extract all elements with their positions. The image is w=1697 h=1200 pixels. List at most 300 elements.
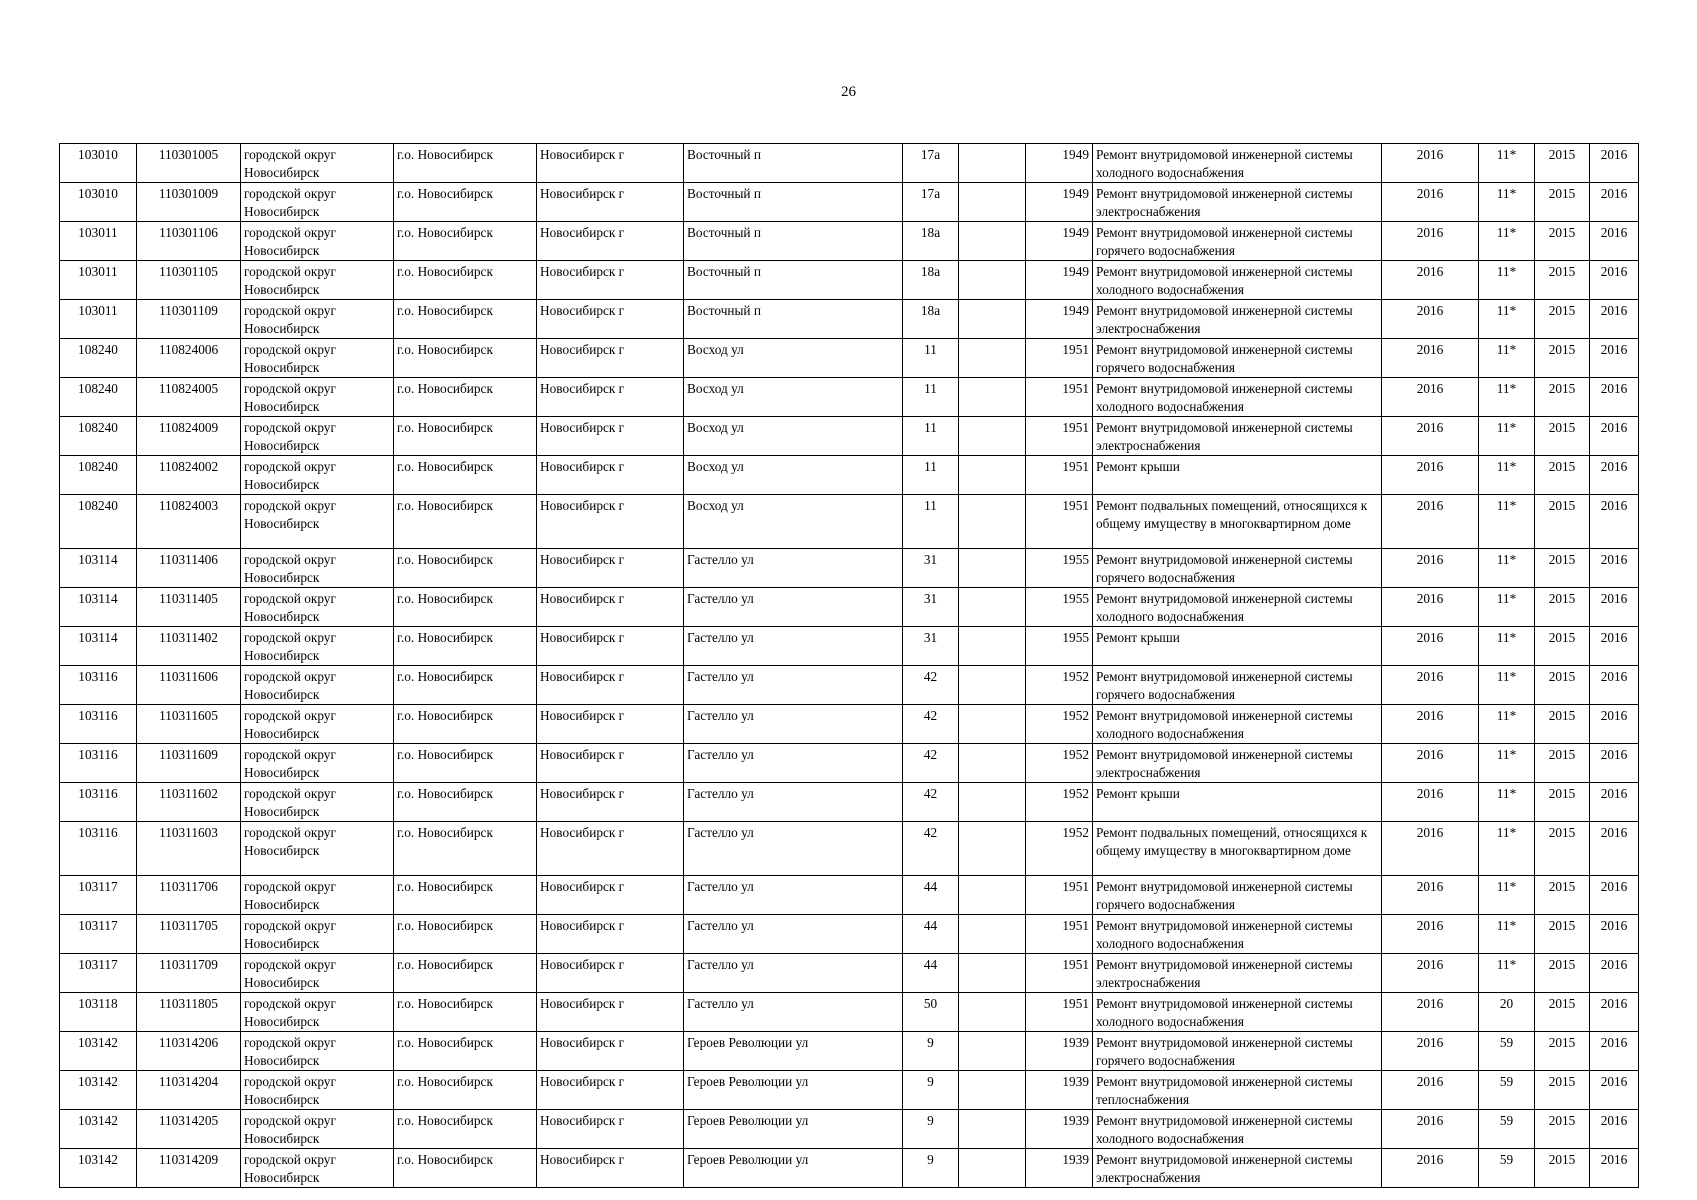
column-13-cell: 2016 bbox=[1590, 588, 1639, 627]
work-type-cell: Ремонт внутридомовой инженерной системы электроснабжения bbox=[1093, 1149, 1382, 1188]
column-13-cell: 2016 bbox=[1590, 144, 1639, 183]
street-cell: Гастелло ул bbox=[684, 705, 903, 744]
street-cell: Героев Революции ул bbox=[684, 1110, 903, 1149]
column-11-cell: 11* bbox=[1479, 300, 1535, 339]
plan-year-cell: 2016 bbox=[1382, 627, 1479, 666]
column-11-cell: 11* bbox=[1479, 261, 1535, 300]
column-11-cell: 11* bbox=[1479, 627, 1535, 666]
okrug-cell: городской округ Новосибирск bbox=[241, 627, 394, 666]
column-11-cell: 11* bbox=[1479, 495, 1535, 549]
work-type-cell: Ремонт подвальных помещений, относящихся к общему имуществу в многоквартирном доме bbox=[1093, 822, 1382, 876]
building-cell bbox=[959, 456, 1026, 495]
build-year-cell: 1955 bbox=[1026, 588, 1093, 627]
column-12-cell: 2015 bbox=[1535, 144, 1590, 183]
column-11-cell: 59 bbox=[1479, 1110, 1535, 1149]
street-cell: Гастелло ул bbox=[684, 666, 903, 705]
build-year-cell: 1955 bbox=[1026, 627, 1093, 666]
work-type-cell: Ремонт внутридомовой инженерной системы электроснабжения bbox=[1093, 183, 1382, 222]
house-number-cell: 11 bbox=[903, 417, 959, 456]
column-11-cell: 11* bbox=[1479, 876, 1535, 915]
table-row bbox=[60, 822, 1639, 876]
plan-year-cell: 2016 bbox=[1382, 915, 1479, 954]
work-code-cell: 110311805 bbox=[137, 993, 241, 1032]
city-cell: Новосибирск г bbox=[537, 876, 684, 915]
column-11-cell: 59 bbox=[1479, 1032, 1535, 1071]
work-type-cell: Ремонт внутридомовой инженерной системы электроснабжения bbox=[1093, 744, 1382, 783]
plan-year-cell: 2016 bbox=[1382, 495, 1479, 549]
house-id-cell: 103142 bbox=[60, 1149, 137, 1188]
work-code-cell: 110311706 bbox=[137, 876, 241, 915]
column-13-cell: 2016 bbox=[1590, 627, 1639, 666]
column-12-cell: 2015 bbox=[1535, 222, 1590, 261]
okrug-cell: городской округ Новосибирск bbox=[241, 783, 394, 822]
house-number-cell: 44 bbox=[903, 915, 959, 954]
build-year-cell: 1952 bbox=[1026, 705, 1093, 744]
column-12-cell: 2015 bbox=[1535, 1149, 1590, 1188]
street-cell: Гастелло ул bbox=[684, 822, 903, 876]
city-cell: Новосибирск г bbox=[537, 549, 684, 588]
municipality-cell: г.о. Новосибирск bbox=[394, 417, 537, 456]
okrug-cell: городской округ Новосибирск bbox=[241, 915, 394, 954]
table-row bbox=[60, 1032, 1639, 1071]
column-13-cell: 2016 bbox=[1590, 339, 1639, 378]
okrug-cell: городской округ Новосибирск bbox=[241, 144, 394, 183]
column-13-cell: 2016 bbox=[1590, 456, 1639, 495]
work-code-cell: 110314205 bbox=[137, 1110, 241, 1149]
column-13-cell: 2016 bbox=[1590, 183, 1639, 222]
okrug-cell: городской округ Новосибирск bbox=[241, 1071, 394, 1110]
column-11-cell: 11* bbox=[1479, 378, 1535, 417]
column-12-cell: 2015 bbox=[1535, 1071, 1590, 1110]
work-code-cell: 110311705 bbox=[137, 915, 241, 954]
plan-year-cell: 2016 bbox=[1382, 1032, 1479, 1071]
house-id-cell: 103010 bbox=[60, 183, 137, 222]
city-cell: Новосибирск г bbox=[537, 417, 684, 456]
okrug-cell: городской округ Новосибирск bbox=[241, 339, 394, 378]
house-number-cell: 18а bbox=[903, 261, 959, 300]
table-row bbox=[60, 456, 1639, 495]
municipality-cell: г.о. Новосибирск bbox=[394, 705, 537, 744]
house-id-cell: 103117 bbox=[60, 954, 137, 993]
work-code-cell: 110314204 bbox=[137, 1071, 241, 1110]
plan-year-cell: 2016 bbox=[1382, 183, 1479, 222]
column-11-cell: 11* bbox=[1479, 588, 1535, 627]
building-cell bbox=[959, 822, 1026, 876]
municipality-cell: г.о. Новосибирск bbox=[394, 783, 537, 822]
column-11-cell: 11* bbox=[1479, 705, 1535, 744]
plan-year-cell: 2016 bbox=[1382, 144, 1479, 183]
work-code-cell: 110314206 bbox=[137, 1032, 241, 1071]
building-cell bbox=[959, 588, 1026, 627]
build-year-cell: 1951 bbox=[1026, 417, 1093, 456]
city-cell: Новосибирск г bbox=[537, 822, 684, 876]
work-code-cell: 110301005 bbox=[137, 144, 241, 183]
municipality-cell: г.о. Новосибирск bbox=[394, 1149, 537, 1188]
column-11-cell: 11* bbox=[1479, 744, 1535, 783]
street-cell: Восточный п bbox=[684, 300, 903, 339]
column-13-cell: 2016 bbox=[1590, 915, 1639, 954]
build-year-cell: 1951 bbox=[1026, 456, 1093, 495]
work-type-cell: Ремонт внутридомовой инженерной системы горячего водоснабжения bbox=[1093, 549, 1382, 588]
plan-year-cell: 2016 bbox=[1382, 876, 1479, 915]
plan-year-cell: 2016 bbox=[1382, 456, 1479, 495]
column-11-cell: 59 bbox=[1479, 1071, 1535, 1110]
house-id-cell: 108240 bbox=[60, 495, 137, 549]
municipality-cell: г.о. Новосибирск bbox=[394, 183, 537, 222]
city-cell: Новосибирск г bbox=[537, 261, 684, 300]
house-number-cell: 11 bbox=[903, 339, 959, 378]
work-code-cell: 110301009 bbox=[137, 183, 241, 222]
work-type-cell: Ремонт внутридомовой инженерной системы холодного водоснабжения bbox=[1093, 261, 1382, 300]
work-code-cell: 110311406 bbox=[137, 549, 241, 588]
city-cell: Новосибирск г bbox=[537, 1071, 684, 1110]
city-cell: Новосибирск г bbox=[537, 705, 684, 744]
house-id-cell: 103116 bbox=[60, 705, 137, 744]
okrug-cell: городской округ Новосибирск bbox=[241, 744, 394, 783]
build-year-cell: 1939 bbox=[1026, 1149, 1093, 1188]
house-number-cell: 42 bbox=[903, 822, 959, 876]
street-cell: Восход ул bbox=[684, 378, 903, 417]
okrug-cell: городской округ Новосибирск bbox=[241, 495, 394, 549]
column-11-cell: 11* bbox=[1479, 222, 1535, 261]
house-number-cell: 17а bbox=[903, 183, 959, 222]
municipality-cell: г.о. Новосибирск bbox=[394, 588, 537, 627]
street-cell: Восход ул bbox=[684, 339, 903, 378]
house-number-cell: 11 bbox=[903, 378, 959, 417]
house-id-cell: 103116 bbox=[60, 744, 137, 783]
house-number-cell: 9 bbox=[903, 1032, 959, 1071]
plan-year-cell: 2016 bbox=[1382, 783, 1479, 822]
municipality-cell: г.о. Новосибирск bbox=[394, 1071, 537, 1110]
work-type-cell: Ремонт внутридомовой инженерной системы электроснабжения bbox=[1093, 954, 1382, 993]
build-year-cell: 1949 bbox=[1026, 300, 1093, 339]
column-11-cell: 59 bbox=[1479, 1149, 1535, 1188]
okrug-cell: городской округ Новосибирск bbox=[241, 378, 394, 417]
column-11-cell: 11* bbox=[1479, 666, 1535, 705]
house-id-cell: 103010 bbox=[60, 144, 137, 183]
house-id-cell: 103117 bbox=[60, 915, 137, 954]
street-cell: Гастелло ул bbox=[684, 993, 903, 1032]
building-cell bbox=[959, 1149, 1026, 1188]
column-13-cell: 2016 bbox=[1590, 300, 1639, 339]
plan-year-cell: 2016 bbox=[1382, 261, 1479, 300]
table-row bbox=[60, 705, 1639, 744]
work-code-cell: 110311606 bbox=[137, 666, 241, 705]
column-13-cell: 2016 bbox=[1590, 666, 1639, 705]
municipality-cell: г.о. Новосибирск bbox=[394, 261, 537, 300]
work-code-cell: 110311709 bbox=[137, 954, 241, 993]
house-id-cell: 103116 bbox=[60, 783, 137, 822]
build-year-cell: 1939 bbox=[1026, 1110, 1093, 1149]
column-12-cell: 2015 bbox=[1535, 417, 1590, 456]
build-year-cell: 1951 bbox=[1026, 876, 1093, 915]
work-code-cell: 110301106 bbox=[137, 222, 241, 261]
house-id-cell: 103142 bbox=[60, 1110, 137, 1149]
okrug-cell: городской округ Новосибирск bbox=[241, 954, 394, 993]
work-type-cell: Ремонт внутридомовой инженерной системы горячего водоснабжения bbox=[1093, 666, 1382, 705]
city-cell: Новосибирск г bbox=[537, 1149, 684, 1188]
column-12-cell: 2015 bbox=[1535, 876, 1590, 915]
city-cell: Новосибирск г bbox=[537, 915, 684, 954]
build-year-cell: 1951 bbox=[1026, 339, 1093, 378]
building-cell bbox=[959, 915, 1026, 954]
okrug-cell: городской округ Новосибирск bbox=[241, 876, 394, 915]
column-11-cell: 11* bbox=[1479, 417, 1535, 456]
house-number-cell: 18а bbox=[903, 300, 959, 339]
column-12-cell: 2015 bbox=[1535, 705, 1590, 744]
street-cell: Восход ул bbox=[684, 495, 903, 549]
work-type-cell: Ремонт внутридомовой инженерной системы горячего водоснабжения bbox=[1093, 1032, 1382, 1071]
okrug-cell: городской округ Новосибирск bbox=[241, 261, 394, 300]
build-year-cell: 1952 bbox=[1026, 744, 1093, 783]
table-body bbox=[60, 144, 1639, 1188]
column-11-cell: 11* bbox=[1479, 144, 1535, 183]
city-cell: Новосибирск г bbox=[537, 954, 684, 993]
okrug-cell: городской округ Новосибирск bbox=[241, 456, 394, 495]
city-cell: Новосибирск г bbox=[537, 744, 684, 783]
city-cell: Новосибирск г bbox=[537, 993, 684, 1032]
work-type-cell: Ремонт внутридомовой инженерной системы электроснабжения bbox=[1093, 300, 1382, 339]
municipality-cell: г.о. Новосибирск bbox=[394, 549, 537, 588]
plan-year-cell: 2016 bbox=[1382, 222, 1479, 261]
plan-year-cell: 2016 bbox=[1382, 705, 1479, 744]
city-cell: Новосибирск г bbox=[537, 627, 684, 666]
build-year-cell: 1949 bbox=[1026, 144, 1093, 183]
city-cell: Новосибирск г bbox=[537, 783, 684, 822]
municipality-cell: г.о. Новосибирск bbox=[394, 1110, 537, 1149]
table-row bbox=[60, 954, 1639, 993]
house-number-cell: 11 bbox=[903, 495, 959, 549]
plan-year-cell: 2016 bbox=[1382, 822, 1479, 876]
work-type-cell: Ремонт внутридомовой инженерной системы холодного водоснабжения bbox=[1093, 993, 1382, 1032]
house-number-cell: 50 bbox=[903, 993, 959, 1032]
house-id-cell: 103011 bbox=[60, 300, 137, 339]
street-cell: Гастелло ул bbox=[684, 915, 903, 954]
street-cell: Восточный п bbox=[684, 144, 903, 183]
building-cell bbox=[959, 417, 1026, 456]
house-number-cell: 9 bbox=[903, 1071, 959, 1110]
building-cell bbox=[959, 495, 1026, 549]
column-11-cell: 11* bbox=[1479, 954, 1535, 993]
table-row bbox=[60, 495, 1639, 549]
column-13-cell: 2016 bbox=[1590, 705, 1639, 744]
table-row bbox=[60, 627, 1639, 666]
work-type-cell: Ремонт внутридомовой инженерной системы горячего водоснабжения bbox=[1093, 222, 1382, 261]
column-12-cell: 2015 bbox=[1535, 456, 1590, 495]
street-cell: Гастелло ул bbox=[684, 783, 903, 822]
plan-year-cell: 2016 bbox=[1382, 378, 1479, 417]
build-year-cell: 1955 bbox=[1026, 549, 1093, 588]
build-year-cell: 1951 bbox=[1026, 378, 1093, 417]
column-12-cell: 2015 bbox=[1535, 954, 1590, 993]
building-cell bbox=[959, 339, 1026, 378]
build-year-cell: 1939 bbox=[1026, 1071, 1093, 1110]
city-cell: Новосибирск г bbox=[537, 1110, 684, 1149]
column-13-cell: 2016 bbox=[1590, 261, 1639, 300]
municipality-cell: г.о. Новосибирск bbox=[394, 627, 537, 666]
okrug-cell: городской округ Новосибирск bbox=[241, 993, 394, 1032]
building-cell bbox=[959, 744, 1026, 783]
street-cell: Восточный п bbox=[684, 183, 903, 222]
house-number-cell: 17а bbox=[903, 144, 959, 183]
city-cell: Новосибирск г bbox=[537, 378, 684, 417]
plan-year-cell: 2016 bbox=[1382, 417, 1479, 456]
column-12-cell: 2015 bbox=[1535, 183, 1590, 222]
okrug-cell: городской округ Новосибирск bbox=[241, 300, 394, 339]
work-code-cell: 110311605 bbox=[137, 705, 241, 744]
house-number-cell: 31 bbox=[903, 588, 959, 627]
building-cell bbox=[959, 144, 1026, 183]
work-code-cell: 110301109 bbox=[137, 300, 241, 339]
column-11-cell: 11* bbox=[1479, 822, 1535, 876]
city-cell: Новосибирск г bbox=[537, 144, 684, 183]
house-number-cell: 11 bbox=[903, 456, 959, 495]
okrug-cell: городской округ Новосибирск bbox=[241, 588, 394, 627]
work-type-cell: Ремонт крыши bbox=[1093, 783, 1382, 822]
build-year-cell: 1951 bbox=[1026, 915, 1093, 954]
column-11-cell: 11* bbox=[1479, 183, 1535, 222]
build-year-cell: 1949 bbox=[1026, 222, 1093, 261]
column-12-cell: 2015 bbox=[1535, 822, 1590, 876]
building-cell bbox=[959, 378, 1026, 417]
municipality-cell: г.о. Новосибирск bbox=[394, 744, 537, 783]
table-row bbox=[60, 993, 1639, 1032]
building-cell bbox=[959, 666, 1026, 705]
building-cell bbox=[959, 876, 1026, 915]
plan-year-cell: 2016 bbox=[1382, 300, 1479, 339]
table-row bbox=[60, 339, 1639, 378]
house-id-cell: 103011 bbox=[60, 222, 137, 261]
house-number-cell: 44 bbox=[903, 954, 959, 993]
work-type-cell: Ремонт внутридомовой инженерной системы холодного водоснабжения bbox=[1093, 378, 1382, 417]
column-11-cell: 11* bbox=[1479, 783, 1535, 822]
work-code-cell: 110824002 bbox=[137, 456, 241, 495]
work-type-cell: Ремонт внутридомовой инженерной системы теплоснабжения bbox=[1093, 1071, 1382, 1110]
table-row bbox=[60, 783, 1639, 822]
column-12-cell: 2015 bbox=[1535, 744, 1590, 783]
okrug-cell: городской округ Новосибирск bbox=[241, 1032, 394, 1071]
house-number-cell: 42 bbox=[903, 705, 959, 744]
column-11-cell: 11* bbox=[1479, 456, 1535, 495]
column-13-cell: 2016 bbox=[1590, 783, 1639, 822]
okrug-cell: городской округ Новосибирск bbox=[241, 417, 394, 456]
plan-year-cell: 2016 bbox=[1382, 954, 1479, 993]
table-row bbox=[60, 744, 1639, 783]
house-id-cell: 103142 bbox=[60, 1071, 137, 1110]
table-row bbox=[60, 261, 1639, 300]
column-11-cell: 11* bbox=[1479, 915, 1535, 954]
street-cell: Героев Революции ул bbox=[684, 1071, 903, 1110]
table-row bbox=[60, 417, 1639, 456]
house-number-cell: 9 bbox=[903, 1110, 959, 1149]
table-row bbox=[60, 915, 1639, 954]
plan-year-cell: 2016 bbox=[1382, 588, 1479, 627]
column-13-cell: 2016 bbox=[1590, 876, 1639, 915]
work-type-cell: Ремонт крыши bbox=[1093, 627, 1382, 666]
house-id-cell: 103114 bbox=[60, 627, 137, 666]
build-year-cell: 1951 bbox=[1026, 495, 1093, 549]
house-id-cell: 108240 bbox=[60, 417, 137, 456]
house-number-cell: 31 bbox=[903, 627, 959, 666]
plan-year-cell: 2016 bbox=[1382, 1149, 1479, 1188]
building-cell bbox=[959, 1071, 1026, 1110]
street-cell: Гастелло ул bbox=[684, 876, 903, 915]
street-cell: Восточный п bbox=[684, 261, 903, 300]
build-year-cell: 1949 bbox=[1026, 183, 1093, 222]
column-13-cell: 2016 bbox=[1590, 744, 1639, 783]
city-cell: Новосибирск г bbox=[537, 183, 684, 222]
building-cell bbox=[959, 954, 1026, 993]
build-year-cell: 1952 bbox=[1026, 822, 1093, 876]
house-number-cell: 31 bbox=[903, 549, 959, 588]
street-cell: Гастелло ул bbox=[684, 744, 903, 783]
table-row bbox=[60, 876, 1639, 915]
work-code-cell: 110311405 bbox=[137, 588, 241, 627]
table-row bbox=[60, 666, 1639, 705]
column-13-cell: 2016 bbox=[1590, 1032, 1639, 1071]
table-row bbox=[60, 549, 1639, 588]
column-12-cell: 2015 bbox=[1535, 495, 1590, 549]
building-cell bbox=[959, 222, 1026, 261]
municipality-cell: г.о. Новосибирск bbox=[394, 1032, 537, 1071]
work-code-cell: 110824003 bbox=[137, 495, 241, 549]
house-number-cell: 9 bbox=[903, 1149, 959, 1188]
work-type-cell: Ремонт внутридомовой инженерной системы холодного водоснабжения bbox=[1093, 705, 1382, 744]
city-cell: Новосибирск г bbox=[537, 588, 684, 627]
work-type-cell: Ремонт внутридомовой инженерной системы холодного водоснабжения bbox=[1093, 915, 1382, 954]
municipality-cell: г.о. Новосибирск bbox=[394, 876, 537, 915]
street-cell: Гастелло ул bbox=[684, 627, 903, 666]
column-12-cell: 2015 bbox=[1535, 915, 1590, 954]
work-type-cell: Ремонт внутридомовой инженерной системы горячего водоснабжения bbox=[1093, 876, 1382, 915]
work-code-cell: 110824006 bbox=[137, 339, 241, 378]
municipality-cell: г.о. Новосибирск bbox=[394, 822, 537, 876]
plan-year-cell: 2016 bbox=[1382, 549, 1479, 588]
work-code-cell: 110824009 bbox=[137, 417, 241, 456]
city-cell: Новосибирск г bbox=[537, 300, 684, 339]
street-cell: Восход ул bbox=[684, 456, 903, 495]
column-11-cell: 20 bbox=[1479, 993, 1535, 1032]
table-row bbox=[60, 588, 1639, 627]
table-row bbox=[60, 300, 1639, 339]
column-13-cell: 2016 bbox=[1590, 222, 1639, 261]
column-12-cell: 2015 bbox=[1535, 1032, 1590, 1071]
house-number-cell: 18а bbox=[903, 222, 959, 261]
house-id-cell: 103116 bbox=[60, 822, 137, 876]
municipality-cell: г.о. Новосибирск bbox=[394, 378, 537, 417]
city-cell: Новосибирск г bbox=[537, 339, 684, 378]
municipality-cell: г.о. Новосибирск bbox=[394, 495, 537, 549]
table-row bbox=[60, 183, 1639, 222]
municipality-cell: г.о. Новосибирск bbox=[394, 993, 537, 1032]
work-type-cell: Ремонт внутридомовой инженерной системы холодного водоснабжения bbox=[1093, 1110, 1382, 1149]
capital-repair-table bbox=[59, 143, 1639, 1188]
column-13-cell: 2016 bbox=[1590, 954, 1639, 993]
street-cell: Гастелло ул bbox=[684, 549, 903, 588]
plan-year-cell: 2016 bbox=[1382, 339, 1479, 378]
house-id-cell: 103011 bbox=[60, 261, 137, 300]
work-code-cell: 110314209 bbox=[137, 1149, 241, 1188]
column-13-cell: 2016 bbox=[1590, 993, 1639, 1032]
work-code-cell: 110311603 bbox=[137, 822, 241, 876]
okrug-cell: городской округ Новосибирск bbox=[241, 1110, 394, 1149]
building-cell bbox=[959, 183, 1026, 222]
building-cell bbox=[959, 549, 1026, 588]
column-13-cell: 2016 bbox=[1590, 378, 1639, 417]
build-year-cell: 1949 bbox=[1026, 261, 1093, 300]
house-number-cell: 42 bbox=[903, 783, 959, 822]
column-13-cell: 2016 bbox=[1590, 1071, 1639, 1110]
